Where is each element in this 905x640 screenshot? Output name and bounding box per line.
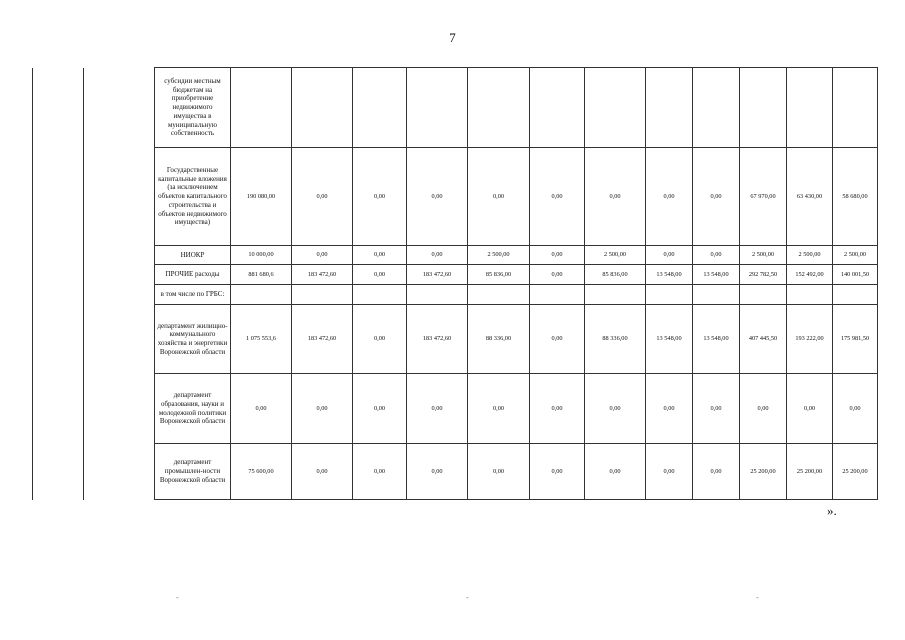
- value-cell: 10 000,00: [231, 246, 292, 265]
- value-cell: [292, 68, 353, 148]
- empty-cell: [33, 285, 84, 305]
- table-row: [33, 444, 878, 500]
- value-cell: [353, 285, 407, 305]
- value-cell: [833, 285, 878, 305]
- value-cell: [833, 68, 878, 148]
- row-label: департамент жилищно-коммунального хозяйства и энергетики Воронежской области: [155, 305, 231, 374]
- value-cell: 0,00: [407, 246, 468, 265]
- value-cell: [407, 68, 468, 148]
- empty-cell: [33, 444, 84, 500]
- table-row: [33, 148, 878, 246]
- value-cell: 0,00: [353, 305, 407, 374]
- value-cell: 152 492,00: [787, 265, 833, 285]
- footer-mark: -: [466, 593, 469, 602]
- row-label: ПРОЧИЕ расходы: [155, 265, 231, 285]
- value-cell: [231, 285, 292, 305]
- budget-table: [32, 67, 878, 500]
- value-cell: 13 548,00: [646, 305, 693, 374]
- value-cell: 58 680,00: [833, 148, 878, 246]
- value-cell: [585, 68, 646, 148]
- row-label: в том числе по ГРБС:: [155, 285, 231, 305]
- value-cell: 13 548,00: [646, 265, 693, 285]
- value-cell: 0,00: [407, 148, 468, 246]
- value-cell: 881 680,6: [231, 265, 292, 285]
- value-cell: 0,00: [646, 444, 693, 500]
- footer-mark: -: [176, 593, 179, 602]
- value-cell: [468, 68, 530, 148]
- empty-cell: [33, 265, 84, 285]
- value-cell: [585, 285, 646, 305]
- value-cell: 0,00: [530, 305, 585, 374]
- value-cell: [231, 68, 292, 148]
- empty-cell: [84, 305, 155, 374]
- value-cell: [353, 68, 407, 148]
- table-row: [33, 68, 878, 148]
- value-cell: [646, 68, 693, 148]
- value-cell: 0,00: [646, 246, 693, 265]
- empty-cell: [84, 285, 155, 305]
- footer-mark: -: [756, 593, 759, 602]
- row-label: субсидии местным бюджетам на приобретение недвижимого имущества в муниципальную собственность: [155, 68, 231, 148]
- value-cell: 2 500,00: [585, 246, 646, 265]
- value-cell: 0,00: [353, 246, 407, 265]
- value-cell: [740, 68, 787, 148]
- table-row: [33, 265, 878, 285]
- value-cell: 0,00: [693, 444, 740, 500]
- value-cell: 63 430,00: [787, 148, 833, 246]
- value-cell: 67 970,00: [740, 148, 787, 246]
- value-cell: 0,00: [231, 374, 292, 444]
- empty-cell: [84, 148, 155, 246]
- value-cell: 0,00: [787, 374, 833, 444]
- value-cell: 190 080,00: [231, 148, 292, 246]
- value-cell: 85 836,00: [585, 265, 646, 285]
- value-cell: 0,00: [353, 265, 407, 285]
- value-cell: 2 500,00: [787, 246, 833, 265]
- value-cell: 75 600,00: [231, 444, 292, 500]
- table-body: [33, 68, 878, 500]
- table-row: [33, 374, 878, 444]
- value-cell: 0,00: [292, 246, 353, 265]
- value-cell: 2 500,00: [833, 246, 878, 265]
- value-cell: 13 548,00: [693, 265, 740, 285]
- value-cell: [693, 68, 740, 148]
- value-cell: 0,00: [292, 148, 353, 246]
- value-cell: 0,00: [353, 374, 407, 444]
- value-cell: [407, 285, 468, 305]
- table-row: [33, 246, 878, 265]
- value-cell: 0,00: [468, 374, 530, 444]
- table-row: [33, 285, 878, 305]
- value-cell: 0,00: [530, 148, 585, 246]
- empty-cell: [84, 374, 155, 444]
- value-cell: 183 472,60: [292, 305, 353, 374]
- value-cell: 0,00: [693, 374, 740, 444]
- table-row: [33, 305, 878, 374]
- value-cell: 2 500,00: [468, 246, 530, 265]
- empty-cell: [84, 246, 155, 265]
- empty-cell: [33, 305, 84, 374]
- value-cell: 0,00: [468, 444, 530, 500]
- value-cell: [292, 285, 353, 305]
- value-cell: [646, 285, 693, 305]
- value-cell: 292 782,50: [740, 265, 787, 285]
- value-cell: 0,00: [353, 444, 407, 500]
- row-label: департамент образования, науки и молодежной политики Воронежской области: [155, 374, 231, 444]
- empty-cell: [33, 68, 84, 148]
- value-cell: 0,00: [693, 148, 740, 246]
- value-cell: 0,00: [646, 374, 693, 444]
- value-cell: 0,00: [646, 148, 693, 246]
- value-cell: 0,00: [292, 444, 353, 500]
- value-cell: 193 222,00: [787, 305, 833, 374]
- value-cell: 183 472,60: [407, 305, 468, 374]
- empty-cell: [33, 148, 84, 246]
- value-cell: 13 548,00: [693, 305, 740, 374]
- row-label: департамент промышлен-ности Воронежской области: [155, 444, 231, 500]
- value-cell: 0,00: [833, 374, 878, 444]
- value-cell: 0,00: [693, 246, 740, 265]
- value-cell: [468, 285, 530, 305]
- value-cell: [787, 285, 833, 305]
- value-cell: 0,00: [407, 374, 468, 444]
- value-cell: 407 445,50: [740, 305, 787, 374]
- value-cell: 0,00: [468, 148, 530, 246]
- empty-cell: [84, 265, 155, 285]
- value-cell: [740, 285, 787, 305]
- value-cell: 0,00: [530, 374, 585, 444]
- empty-cell: [33, 246, 84, 265]
- row-label: Государственные капитальные вложения (за исключением объектов капитального строительства и объектов недвижимого имущества): [155, 148, 231, 246]
- row-label: НИОКР: [155, 246, 231, 265]
- closing-quote: ».: [827, 503, 837, 518]
- value-cell: 25 200,00: [740, 444, 787, 500]
- value-cell: 0,00: [353, 148, 407, 246]
- value-cell: [530, 285, 585, 305]
- empty-cell: [33, 374, 84, 444]
- value-cell: 0,00: [585, 444, 646, 500]
- empty-cell: [84, 68, 155, 148]
- value-cell: 85 836,00: [468, 265, 530, 285]
- value-cell: 0,00: [585, 148, 646, 246]
- value-cell: [530, 68, 585, 148]
- value-cell: 140 001,50: [833, 265, 878, 285]
- value-cell: 0,00: [292, 374, 353, 444]
- empty-cell: [84, 444, 155, 500]
- page-number: 7: [449, 30, 456, 45]
- value-cell: 88 336,00: [468, 305, 530, 374]
- value-cell: [693, 285, 740, 305]
- value-cell: 0,00: [530, 444, 585, 500]
- value-cell: 183 472,60: [292, 265, 353, 285]
- value-cell: 175 981,50: [833, 305, 878, 374]
- value-cell: 0,00: [530, 265, 585, 285]
- value-cell: [787, 68, 833, 148]
- value-cell: 0,00: [530, 246, 585, 265]
- value-cell: 88 336,00: [585, 305, 646, 374]
- value-cell: 1 075 553,6: [231, 305, 292, 374]
- value-cell: 25 200,00: [787, 444, 833, 500]
- value-cell: 0,00: [740, 374, 787, 444]
- value-cell: 2 500,00: [740, 246, 787, 265]
- value-cell: 0,00: [407, 444, 468, 500]
- value-cell: 25 200,00: [833, 444, 878, 500]
- value-cell: 183 472,60: [407, 265, 468, 285]
- value-cell: 0,00: [585, 374, 646, 444]
